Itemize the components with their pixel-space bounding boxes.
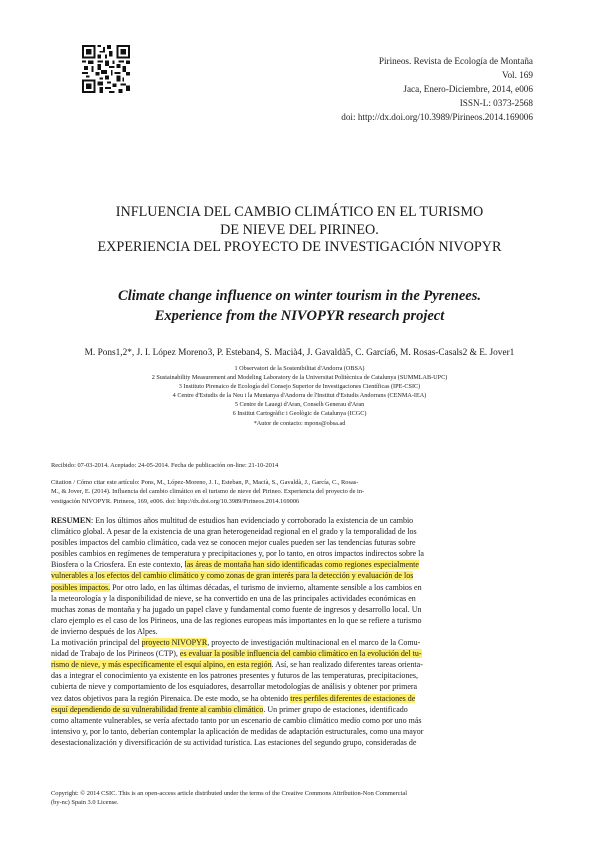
abstract-text: La motivación principal del	[51, 638, 142, 648]
abstract-line	[51, 548, 549, 559]
abstract-text: claro ejemplo es el caso de los Pirineos, una de las regiones europeas más importantes en lo que se refiere a turismo	[51, 615, 422, 625]
highlighted-text: esquí dependiendo de su vulnerabilidad frente al cambio climático	[51, 704, 264, 714]
abstract-text: , proyecto de investigación multinacional en el marco de la Comu-	[207, 638, 421, 648]
abstract-line	[51, 659, 549, 670]
abstract-text: . Así, se han realizado diferentes tareas orienta-	[271, 660, 423, 670]
journal-info	[341, 54, 533, 124]
abstract-text: : En los últimos años multitud de estudios han evidenciado y corroborado la existencia de un cambio	[91, 516, 414, 525]
journal-name: Pirineos. Revista de Ecología de Montaña	[378, 56, 533, 66]
affiliation-item: 4 Centre d'Estudis de la Neu i la Muntanya d'Andorra de l'Institut d'Estudis Andorrans (CENMA-IEA)	[172, 392, 427, 400]
abstract-line	[51, 515, 549, 526]
title-english-line: Climate change influence on winter tourism in the Pyrenees.	[118, 288, 481, 304]
abstract-line	[51, 570, 549, 581]
affiliation-item: 1 Observatori de la Sostenibilitat d'Andorra (OBSA)	[234, 365, 365, 372]
abstract-text: . Un primer grupo de estaciones, identificado	[263, 704, 408, 714]
title-english	[0, 286, 599, 326]
copyright-line: (by-nc) Spain 3.0 License.	[51, 799, 119, 807]
abstract-text: Biosfera o la Criosfera. En este contexto,	[51, 560, 185, 570]
highlighted-text: proyecto NIVOPYR	[141, 638, 208, 648]
affiliation-item: 5 Centre de Lauegi d'Aran, Conselh Generau d'Aran	[234, 401, 365, 409]
abstract-label: RESUMEN	[51, 516, 92, 525]
abstract-line	[51, 704, 549, 715]
affiliation-item: 2 Sustainability Measurement and Modeling Laboratory de la Universitat Politècnica de Catalunya (SUMMLAB-UPC)	[151, 374, 448, 382]
abstract-line	[51, 582, 549, 593]
affiliation-item: 3 Instituto Pirenaico de Ecología del Consejo Superior de Investigaciones Científicas (IPE-CSIC)	[178, 383, 421, 391]
abstract-text: posibles impactos del cambio climático, cada vez se conocen mejor cuales pueden ser las tendencias futuras sobre	[51, 538, 416, 548]
abstract-text: desestacionalización y diversificación de su actividad turística. Las estaciones del segundo grupo, consideradas de	[51, 737, 417, 747]
affiliations	[0, 364, 599, 428]
title-english-line: Experience from the NIVOPYR research project	[154, 308, 445, 324]
publication-dates: Recibido: 07-03-2014. Aceptado: 24-05-2014. Fecha de publicación on-line: 21-10-2014	[51, 462, 279, 469]
abstract-text: la meteorología y la disponibilidad de nieve, se ha convertido en una de las principales actividades económicas en	[51, 593, 416, 603]
abstract-text: posibles cambios en regímenes de temperatura y precipitaciones y, por lo tanto, en otros impactos indirectos sobre la	[51, 549, 424, 559]
highlighted-text: es evaluar la posible influencia del cambio climático en la evolución del tu-	[179, 649, 422, 659]
journal-issue: Jaca, Enero-Diciembre, 2014, e006	[403, 84, 533, 95]
abstract-text: nidad de Trabajo de los Pirineos (CTP),	[51, 649, 180, 659]
abstract-text: cubierta de nieve y comportamiento de los esquiadores, desarrollar metodologías de análisis y obtener por primera	[51, 682, 418, 692]
title-spanish-line: EXPERIENCIA DEL PROYECTO DE INVESTIGACIÓN NIVOPYR	[97, 239, 502, 255]
abstract-body	[51, 515, 549, 748]
highlighted-text: las áreas de montaña han sido identificadas como regiones especialmente	[184, 560, 419, 570]
abstract-line	[51, 615, 549, 626]
abstract-line	[51, 693, 549, 704]
copyright-line: Copyright: © 2014 CSIC. This is an open-access article distributed under the terms of the Creative Commons Attribution-Non Commercial	[51, 790, 407, 797]
journal-issn: ISSN-L: 0373-2568	[459, 98, 533, 109]
highlighted-text: vulnerables a los efectos del cambio climático y como zonas de gran interés para la detección y evaluación de los	[51, 571, 414, 581]
abstract-line	[51, 559, 549, 570]
citation-block	[51, 478, 549, 506]
abstract-line	[51, 681, 549, 692]
citation-line: Citation / Cómo citar este artículo: Pons, M., López-Moreno, J. I., Esteban, P., Macià, S., Gavaldà, J., García, C., Rosas-	[51, 479, 359, 486]
journal-doi-link[interactable]: doi: http://dx.doi.org/10.3989/Pirineos.2014.169006	[341, 112, 533, 123]
title-spanish	[0, 204, 599, 257]
highlighted-text: rismo de nieve, y más específicamente el esquí alpino, en esta región	[51, 660, 272, 670]
abstract-line	[51, 526, 549, 537]
title-spanish-line: DE NIEVE DEL PIRINEO.	[220, 221, 379, 238]
abstract-text: intensivo y, por lo tanto, deberían contemplar la aplicación de medidas de adaptación estructurales, como una mayor	[51, 726, 424, 736]
abstract-text: vez datos objetivos para la región Pirenaica. De este modo, se ha obtenido	[51, 693, 291, 703]
abstract-line	[51, 537, 549, 548]
contact-author-email: *Autor de contacto: mpons@obsa.ad	[253, 419, 346, 427]
abstract-line	[51, 648, 549, 659]
affiliation-item: 6 Institut Cartogràfic i Geològic de Catalunya (ICGC)	[232, 410, 367, 418]
abstract-line	[51, 737, 549, 748]
abstract-line	[51, 604, 549, 615]
highlighted-text: posibles impactos.	[51, 582, 111, 592]
abstract-text: das a integrar el conocimiento ya existente en los patrones presentes y futuros de las temperaturas, precipitaciones,	[51, 671, 418, 681]
qr-code-icon	[82, 45, 130, 93]
copyright-notice	[51, 789, 549, 808]
abstract-text: Por otro lado, en las últimas décadas, el turismo de invierno, altamente sensible a los cambios en	[110, 582, 422, 592]
abstract-line	[51, 637, 549, 648]
abstract-line	[51, 726, 549, 737]
author-list: M. Pons1,2*, J. I. López Moreno3, P. Esteban4, S. Macià4, J. Gavaldà5, C. García6, M. Rosas-Casals2 & E. Jover1	[84, 348, 515, 358]
abstract-text: como altamente vulnerables, se vería afectado tanto por un escenario de cambio climático medio como por uno más	[51, 715, 422, 725]
journal-volume: Vol. 169	[502, 70, 533, 81]
title-spanish-line: INFLUENCIA DEL CAMBIO CLIMÁTICO EN EL TURISMO	[115, 204, 484, 220]
abstract-text: muchas zonas de montaña y ha jugado un papel clave y fundamental como fuente de ingresos y desarrollo local. Un	[51, 604, 422, 614]
citation-line: M., & Jover, E. (2014). Influencia del cambio climático en el turismo de nieve del Pirineo. Experiencia del proyecto de in-	[51, 488, 365, 496]
abstract-line	[51, 626, 549, 637]
abstract-line	[51, 715, 549, 726]
citation-line: vestigación NIVOPYR. Pirineos, 169, e006. doi: http://dx.doi.org/10.3989/Pirineos.2014.169006	[51, 497, 300, 505]
abstract-text: de invierno después de los Alpes.	[51, 626, 158, 636]
abstract-line	[51, 593, 549, 604]
abstract-text: climático global. A pesar de la existencia de una gran heterogeneidad regional en el grado y la temporalidad de los	[51, 527, 417, 537]
highlighted-text: tres perfiles diferentes de estaciones de	[290, 693, 416, 703]
abstract-line	[51, 670, 549, 681]
